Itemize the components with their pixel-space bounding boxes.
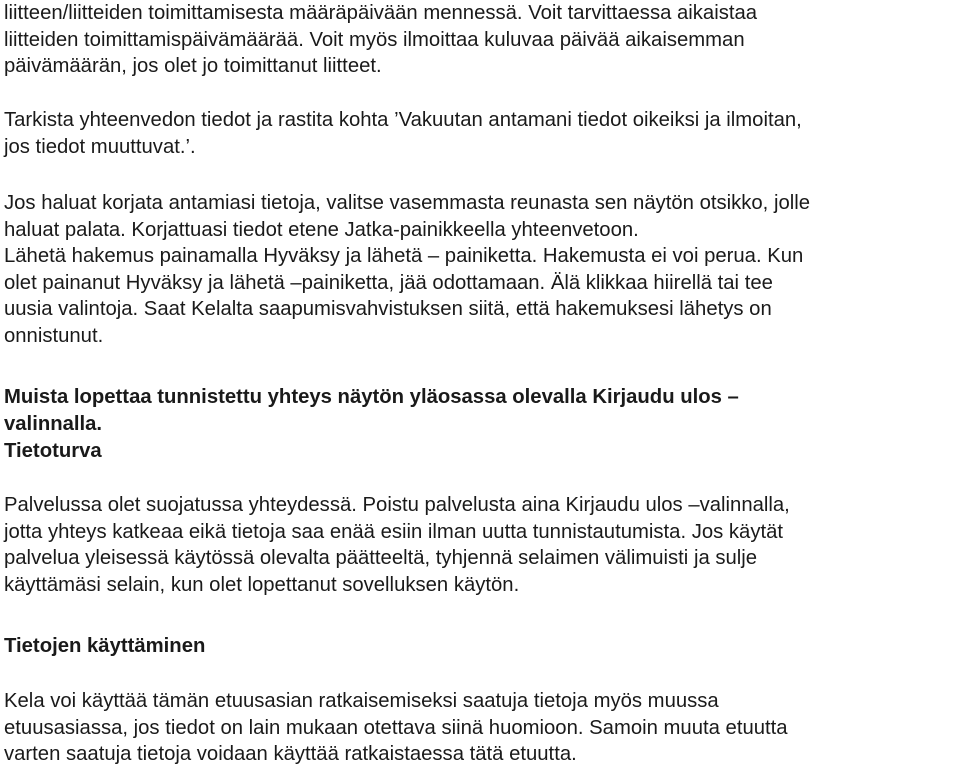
- text-line: liitteen/liitteiden toimittamisesta määräpäivään mennessä. Voit tarvittaessa aikaistaa: [4, 2, 758, 24]
- text-line: käyttämäsi selain, kun olet lopettanut sovelluksen käytön.: [4, 573, 520, 596]
- text-line: uusia valintoja. Saat Kelalta saapumisvahvistuksen siitä, että hakemuksesi lähetys on: [4, 298, 772, 320]
- paragraph-correct-and-send: [4, 190, 810, 349]
- text-line: jotta yhteys katkeaa eikä tietoja saa enää esiin ilman uutta tunnistautumista. Jos käytät: [4, 520, 784, 543]
- heading-data-usage: Tietojen käyttäminen: [4, 635, 206, 657]
- text-line: liitteiden toimittamispäivämäärää. Voit myös ilmoittaa kuluvaa päivää aikaisemman: [4, 28, 745, 51]
- text-line: Muista lopettaa tunnistettu yhteys näytön yläosassa olevalla Kirjaudu ulos –: [4, 386, 739, 408]
- text-line: Tarkista yhteenvedon tiedot ja rastita kohta ’Vakuutan antamani tiedot oikeiksi ja ilmoitan,: [4, 109, 802, 131]
- heading-security: Tietoturva: [4, 440, 102, 462]
- paragraph-attachments: [4, 0, 757, 80]
- logout-reminder: [4, 384, 739, 437]
- text-line: etuusasiassa, jos tiedot on lain mukaan otettava siinä huomioon. Samoin muuta etuutta: [4, 716, 788, 739]
- text-line: jos tiedot muuttuvat.’.: [4, 135, 196, 158]
- text-line: Palvelussa olet suojatussa yhteydessä. Poistu palvelusta aina Kirjaudu ulos –valinnalla,: [4, 494, 790, 516]
- text-line: päivämäärän, jos olet jo toimittanut liitteet.: [4, 55, 382, 77]
- text-line: Lähetä hakemus painamalla Hyväksy ja lähetä – painiketta. Hakemusta ei voi perua. Kun: [4, 245, 804, 267]
- text-line: onnistunut.: [4, 324, 104, 347]
- paragraph-summary-check: [4, 107, 802, 160]
- text-line: valinnalla.: [4, 412, 103, 435]
- text-line: varten saatuja tietoja voidaan käyttää ratkaistaessa tätä etuutta.: [4, 743, 577, 765]
- text-line: palvelua yleisessä käytössä olevalta päätteeltä, tyhjennä selaimen välimuisti ja sulje: [4, 547, 758, 569]
- text-line: haluat palata. Korjattuasi tiedot etene Jatka-painikkeella yhteenvetoon.: [4, 218, 639, 241]
- text-line: Kela voi käyttää tämän etuusasian ratkaisemiseksi saatuja tietoja myös muussa: [4, 690, 719, 712]
- paragraph-data-usage: [4, 688, 788, 768]
- paragraph-security: [4, 492, 790, 598]
- text-line: olet painanut Hyväksy ja lähetä –painiketta, jää odottamaan. Älä klikkaa hiirellä tai tee: [4, 271, 773, 294]
- text-line: Jos haluat korjata antamiasi tietoja, valitse vasemmasta reunasta sen näytön otsikko, jolle: [4, 192, 811, 214]
